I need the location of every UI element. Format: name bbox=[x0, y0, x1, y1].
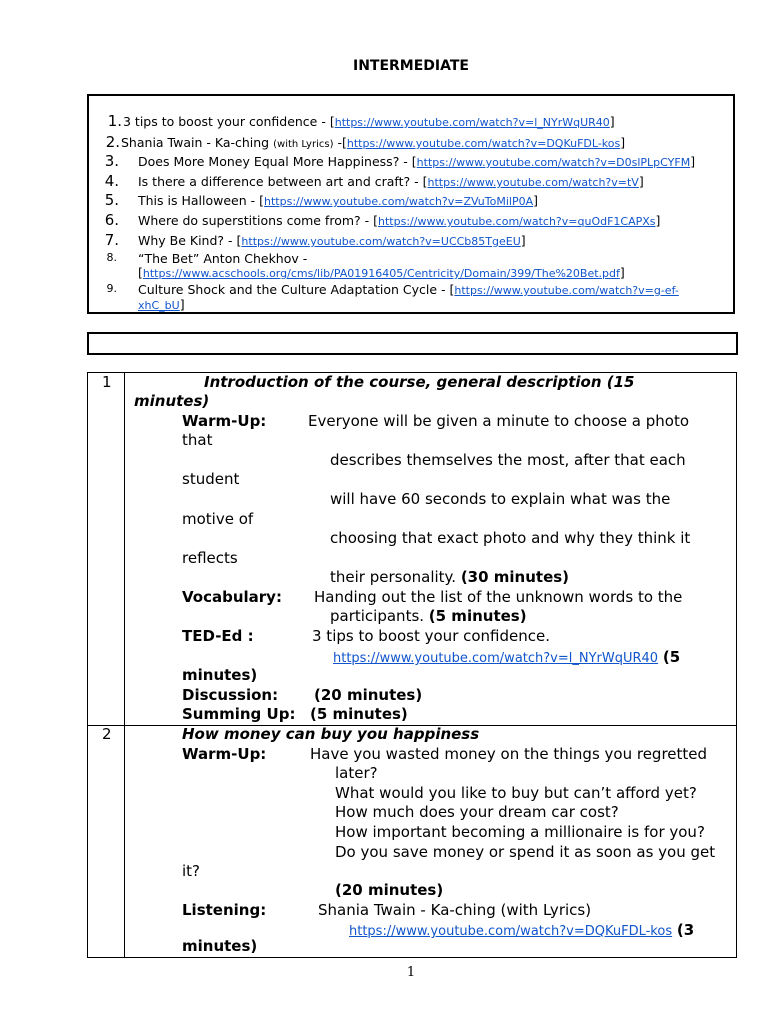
warmup-text: reflects bbox=[182, 549, 238, 567]
resource-link[interactable]: https://www.youtube.com/watch?v=l_NYrWqUR40 bbox=[334, 116, 610, 129]
vocabulary-text: Handing out the list of the unknown words to the bbox=[314, 588, 683, 606]
warmup-question: Do you save money or spend it as soon as you get bbox=[335, 843, 716, 861]
resource-link[interactable]: xhC_bU bbox=[138, 299, 180, 312]
warmup-text: their personality. bbox=[330, 568, 461, 586]
resource-link[interactable]: https://www.youtube.com/watch?v=g-ef- bbox=[454, 284, 679, 297]
resource-link[interactable]: https://www.youtube.com/watch?v=UCCb85TgeEU bbox=[241, 235, 521, 248]
warmup-text: will have 60 seconds to explain what was the bbox=[330, 490, 671, 508]
page-number: 1 bbox=[406, 965, 416, 980]
listening-time: (3 bbox=[676, 921, 695, 939]
lesson-number: 1 bbox=[102, 373, 112, 391]
summing-time: (5 minutes) bbox=[310, 705, 408, 723]
resource-link[interactable]: https://www.youtube.com/watch?v=tV bbox=[427, 176, 639, 189]
warmup-question: What would you like to buy but can’t afford yet? bbox=[335, 784, 697, 802]
ted-text: 3 tips to boost your confidence. bbox=[312, 627, 551, 645]
warmup-question: How important becoming a millionaire is for you? bbox=[335, 823, 705, 841]
lesson-title: How money can buy you happiness bbox=[182, 725, 480, 743]
empty-box bbox=[87, 332, 738, 355]
warmup-time: (20 minutes) bbox=[335, 881, 444, 899]
warmup-time: (30 minutes) bbox=[460, 568, 570, 586]
resource-link[interactable]: https://www.youtube.com/watch?v=ZVuToMilP0A bbox=[264, 195, 534, 208]
warmup-text: describes themselves the most, after that each bbox=[330, 451, 686, 469]
listening-time-cont: minutes) bbox=[182, 937, 258, 955]
table-column-divider bbox=[124, 372, 125, 958]
resource-link[interactable]: https://www.acschools.org/cms/lib/PA01916405/Centricity/Domain/399/The%20Bet.pdf bbox=[142, 267, 620, 280]
lesson-number: 2 bbox=[102, 725, 112, 743]
warmup-text: that bbox=[182, 431, 213, 449]
listening-label: Listening: bbox=[182, 901, 267, 919]
warmup-label: Warm-Up: bbox=[182, 412, 267, 430]
lesson-title-cont: minutes) bbox=[134, 392, 210, 410]
listening-link[interactable]: https://www.youtube.com/watch?v=DQKuFDL-kos bbox=[349, 924, 673, 939]
warmup-text: motive of bbox=[182, 510, 254, 528]
summing-label: Summing Up: bbox=[182, 705, 296, 723]
listening-text: Shania Twain - Ka-ching (with Lyrics) bbox=[318, 901, 592, 919]
warmup-text: Everyone will be given a minute to choose a photo bbox=[308, 412, 690, 430]
ted-time: (5 bbox=[662, 648, 681, 666]
ted-time-cont: minutes) bbox=[182, 666, 258, 684]
warmup-text: choosing that exact photo and why they think it bbox=[330, 529, 691, 547]
warmup-label: Warm-Up: bbox=[182, 745, 267, 763]
lesson-title: Introduction of the course, general description (15 bbox=[204, 373, 635, 391]
vocabulary-label: Vocabulary: bbox=[182, 588, 282, 606]
warmup-text: student bbox=[182, 470, 240, 488]
resource-link[interactable]: https://www.youtube.com/watch?v=quOdF1CAPXs bbox=[378, 215, 656, 228]
discussion-time: (20 minutes) bbox=[314, 686, 423, 704]
warmup-question: Have you wasted money on the things you regretted bbox=[310, 745, 708, 763]
warmup-question: later? bbox=[335, 764, 378, 782]
document-title: INTERMEDIATE bbox=[352, 58, 469, 74]
vocabulary-time: (5 minutes) bbox=[428, 607, 527, 625]
discussion-label: Discussion: bbox=[182, 686, 279, 704]
resource-link[interactable]: https://www.youtube.com/watch?v=DQKuFDL-kos bbox=[346, 137, 621, 150]
ted-label: TED-Ed : bbox=[182, 627, 254, 645]
warmup-question: it? bbox=[182, 862, 201, 880]
ted-link[interactable]: https://www.youtube.com/watch?v=l_NYrWqUR40 bbox=[333, 651, 659, 666]
vocabulary-text: participants. bbox=[330, 607, 429, 625]
warmup-question: How much does your dream car cost? bbox=[335, 803, 619, 821]
resource-link[interactable]: https://www.youtube.com/watch?v=D0slPLpCYFM bbox=[416, 156, 691, 169]
